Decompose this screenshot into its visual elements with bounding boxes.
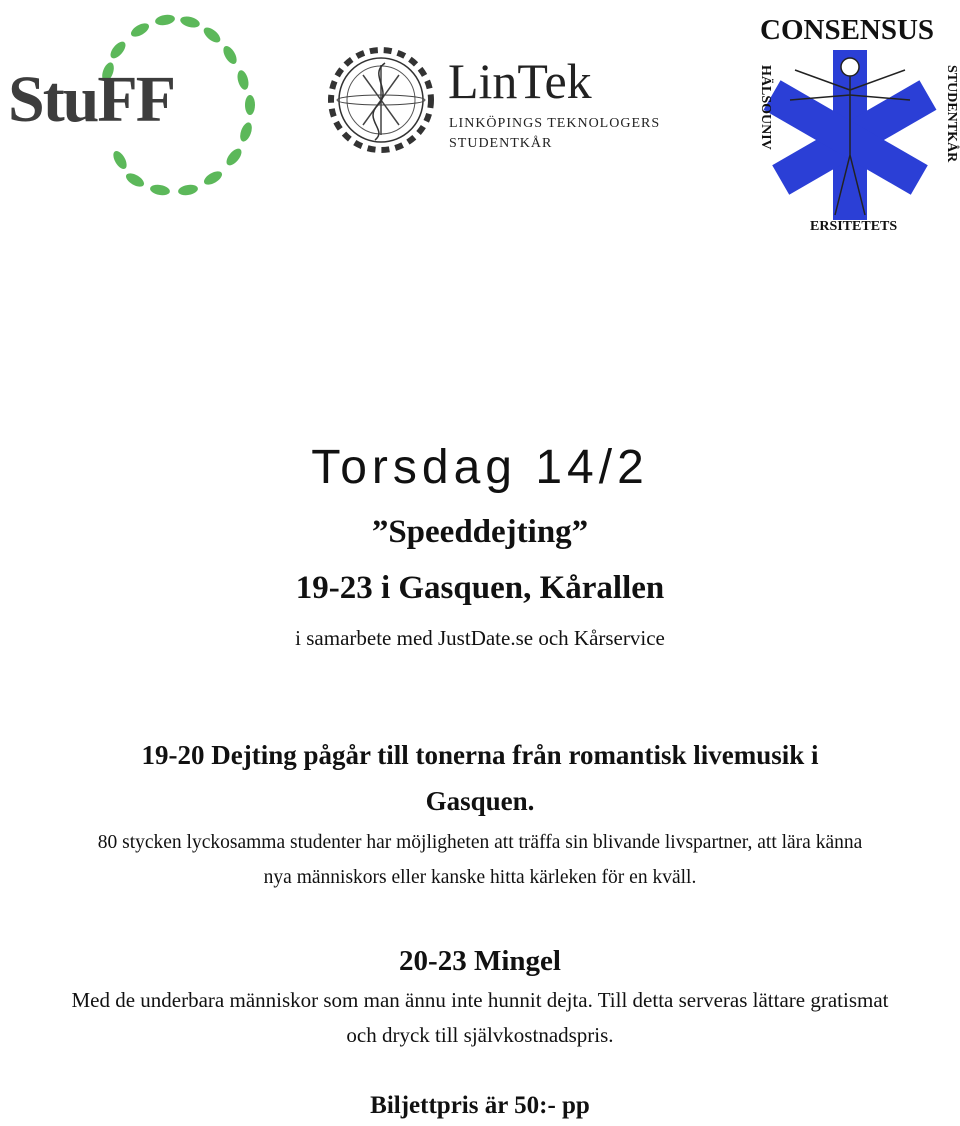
- lintek-logo-line2: STUDENTKÅR: [449, 136, 553, 151]
- part1-text-line2: nya människors eller kanske hitta kärleken för en kväll.: [263, 867, 697, 888]
- lintek-logo: [320, 40, 690, 160]
- svg-text:HÄLSOUNIV: HÄLSOUNIV: [758, 65, 773, 150]
- stuff-logo: [0, 0, 270, 210]
- svg-text:ERSITETETS: ERSITETETS: [810, 219, 898, 234]
- event-partners: i samarbete med JustDate.se och Kårservice: [295, 626, 665, 650]
- gear-icon: [323, 45, 443, 165]
- lintek-logo-name: LinTek: [448, 53, 592, 109]
- event-time-place: 19-23 i Gasquen, Kårallen: [295, 570, 665, 606]
- part1-text-line1: 80 stycken lyckosamma studenter har möjligheten att träffa sin blivande livspartner, att lära känna: [97, 832, 863, 853]
- consensus-logo-name: CONSENSUS: [760, 14, 935, 46]
- event-title: ”Speeddejting”: [371, 514, 589, 550]
- part2-text-line1: Med de underbara människor som man ännu inte hunnit dejta. Till detta serveras lättare gratismat: [71, 988, 889, 1012]
- part2-heading: 20-23 Mingel: [399, 945, 561, 977]
- part1-heading-line2: Gasquen.: [425, 786, 535, 816]
- svg-text:STUDENTKÅR: STUDENTKÅR: [944, 65, 959, 163]
- part1-heading-line1: 19-20 Dejting pågår till tonerna från romantisk livemusik i: [141, 740, 819, 770]
- stuff-logo-text: StuFF: [8, 63, 175, 136]
- consensus-logo: [750, 0, 960, 235]
- lintek-logo-line1: LINKÖPINGS TEKNOLOGERS: [449, 116, 661, 131]
- ticket-price: Biljettpris är 50:- pp: [370, 1092, 590, 1119]
- vitruvian-star-of-life-icon: [750, 45, 960, 235]
- part2-text-line2: och dryck till självkostnadspris.: [346, 1023, 614, 1047]
- event-date: Torsdag 14/2: [311, 441, 649, 494]
